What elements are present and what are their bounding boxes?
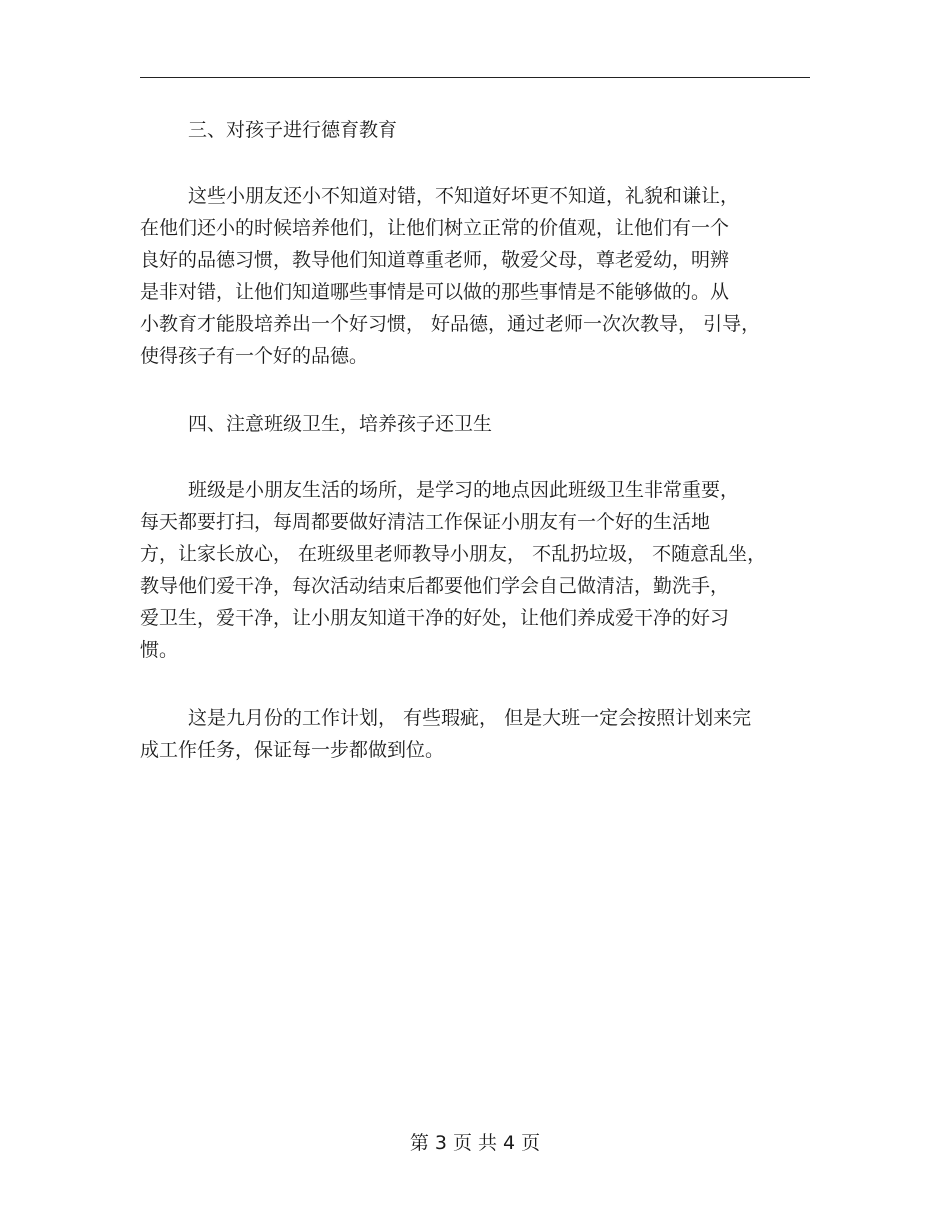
header-divider <box>140 77 810 78</box>
page-number-footer: 第 3 页 共 4 页 <box>409 1132 541 1154</box>
paragraph-line: 在他们还小的时候培养他们，让他们树立正常的价值观，让他们有一个 <box>140 217 730 239</box>
paragraph-line: 爱卫生，爱干净，让小朋友知道干净的好处，让他们养成爱干净的好习 <box>140 607 730 629</box>
paragraph-line: 使得孩子有一个好的品德。 <box>140 345 369 367</box>
paragraph-line: 教导他们爱干净，每次活动结束后都要他们学会自己做清洁，勤洗手， <box>140 575 730 597</box>
paragraph-line: 这些小朋友还小不知道对错，不知道好坏更不知道，礼貌和谦让， <box>188 185 740 207</box>
paragraph-line: 成工作任务，保证每一步都做到位。 <box>140 739 445 761</box>
paragraph-closing <box>140 702 820 766</box>
paragraph-line: 这是九月份的工作计划， 有些瑕疵， 但是大班一定会按照计划来完 <box>188 707 752 729</box>
paragraph-line: 良好的品德习惯，教导他们知道尊重老师，敬爱父母，尊老爱幼，明辨 <box>140 249 730 271</box>
paragraph-line: 方，让家长放心， 在班级里老师教导小朋友， 不乱扔垃圾， 不随意乱坐， <box>140 543 767 565</box>
section-heading-moral-education: 三、对孩子进行德育教育 <box>188 119 398 141</box>
paragraph-line: 惯。 <box>140 639 179 661</box>
document-body <box>140 114 820 802</box>
paragraph-class-hygiene <box>140 474 820 666</box>
paragraph-line: 是非对错，让他们知道哪些事情是可以做的那些事情是不能够做的。从 <box>140 281 730 303</box>
section-heading-class-hygiene: 四、注意班级卫生，培养孩子还卫生 <box>188 413 493 435</box>
paragraph-line: 小教育才能股培养出一个好习惯， 好品德，通过老师一次次教导， 引导， <box>140 313 761 335</box>
paragraph-line: 每天都要打扫，每周都要做好清洁工作保证小朋友有一个好的生活地 <box>140 511 711 533</box>
paragraph-line: 班级是小朋友生活的场所，是学习的地点因此班级卫生非常重要， <box>188 479 740 501</box>
paragraph-moral-education <box>140 180 820 372</box>
